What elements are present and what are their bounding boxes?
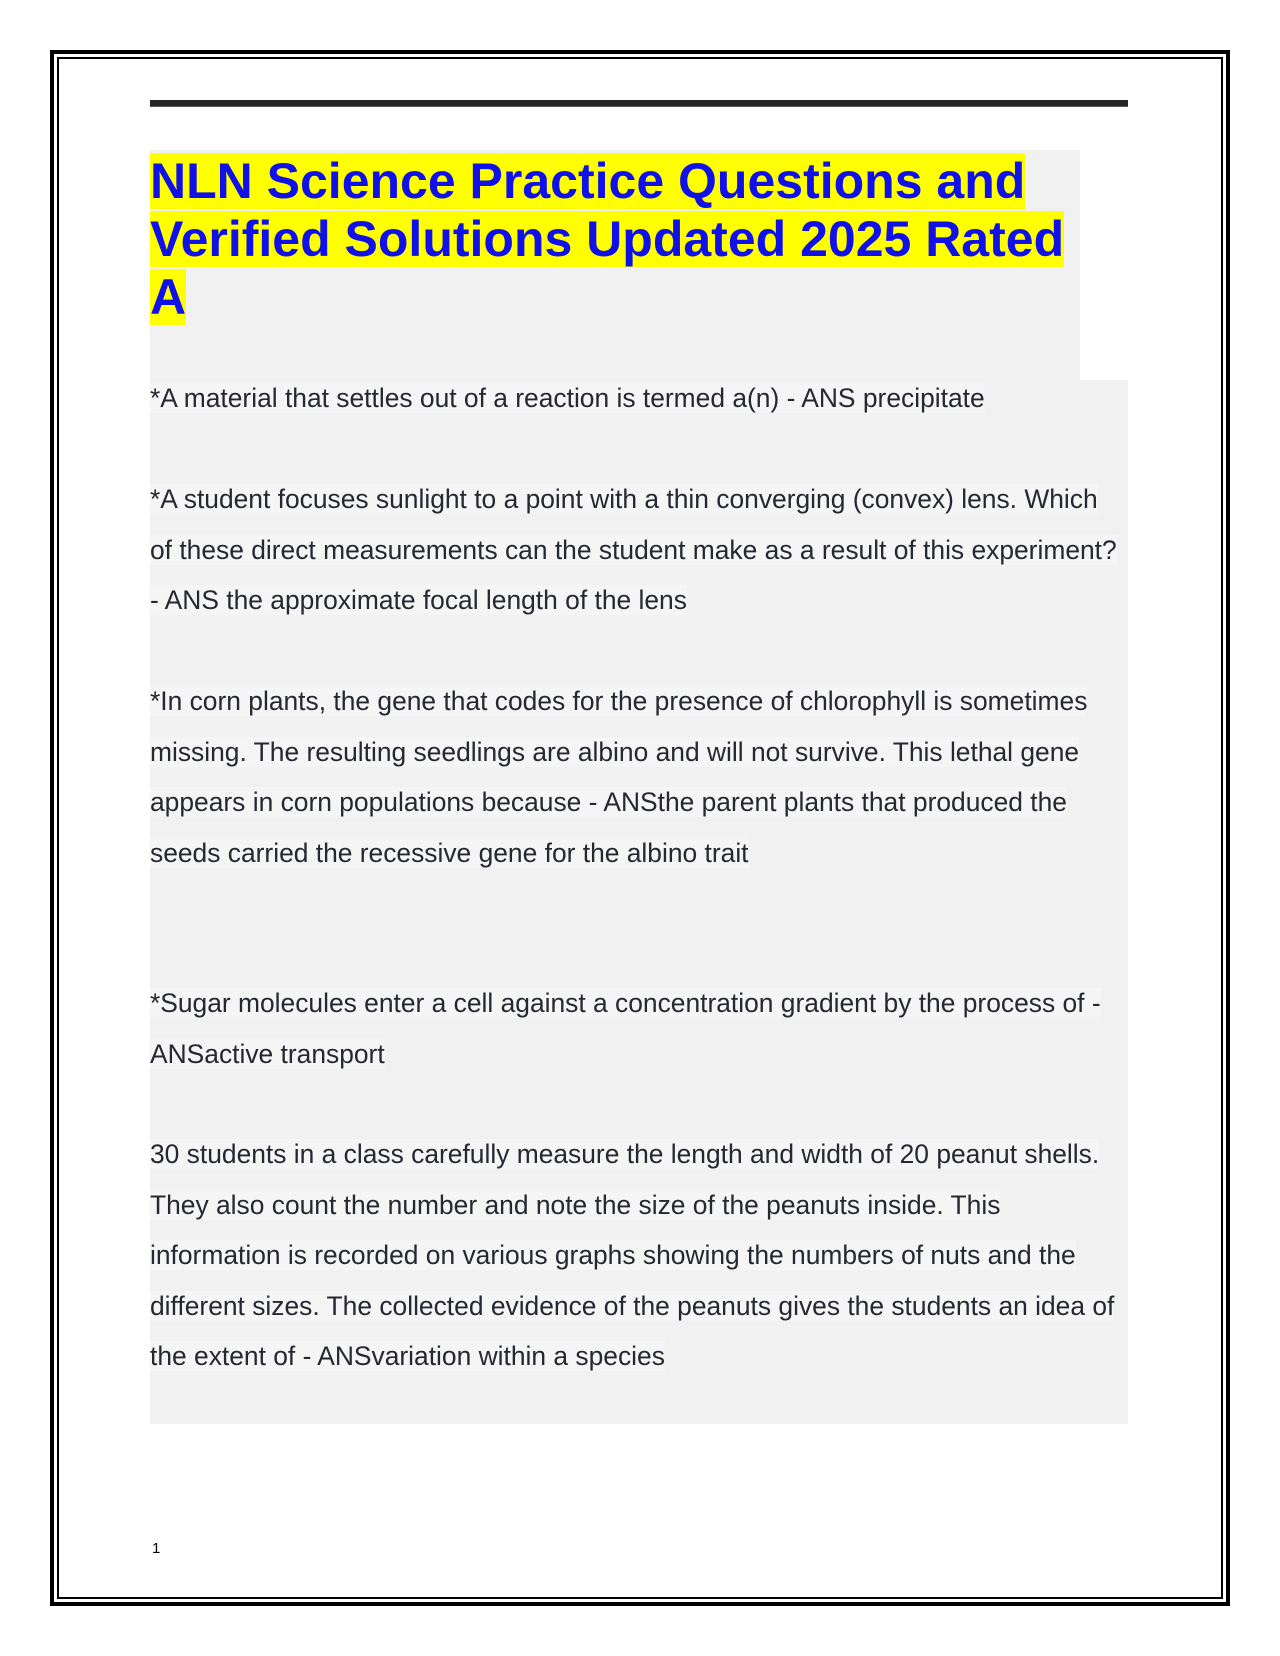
- page-number: 1: [152, 1540, 161, 1557]
- document-title: [150, 152, 1070, 326]
- question-answer-text: *In corn plants, the gene that codes for the presence of chlorophyll is sometimes missing. The resulting seedlings are albino and will not survive. This lethal gene appears in corn populations because - ANSthe parent plants that produced the seeds carried the recessive gene for the albino trait: [150, 686, 1088, 868]
- question-answer-text: *A material that settles out of a reaction is termed a(n) - ANS precipitate: [150, 383, 985, 413]
- document-title-text: NLN Science Practice Questions and Verified Solutions Updated 2025 Rated A: [150, 153, 1065, 325]
- question-answer-item: [150, 1129, 1125, 1382]
- question-answer-item: [150, 373, 1125, 424]
- question-answer-text: *Sugar molecules enter a cell against a concentration gradient by the process of - ANSactive transport: [150, 988, 1101, 1069]
- question-answer-item: [150, 474, 1125, 626]
- header-rule: [150, 100, 1128, 107]
- question-answer-text: *A student focuses sunlight to a point with a thin converging (convex) lens. Which of these direct measurements can the student make as a result of this experiment? - ANS the approximate focal length of the lens: [150, 484, 1117, 615]
- question-answer-item: [150, 978, 1125, 1079]
- question-answer-item: [150, 676, 1125, 878]
- question-answer-text: 30 students in a class carefully measure the length and width of 20 peanut shells. They also count the number and note the size of the peanuts inside. This information is recorded on various graphs showing the numbers of nuts and the different sizes. The collected evidence of the peanuts gives the students an idea of the extent of - ANSvariation within a species: [150, 1139, 1115, 1371]
